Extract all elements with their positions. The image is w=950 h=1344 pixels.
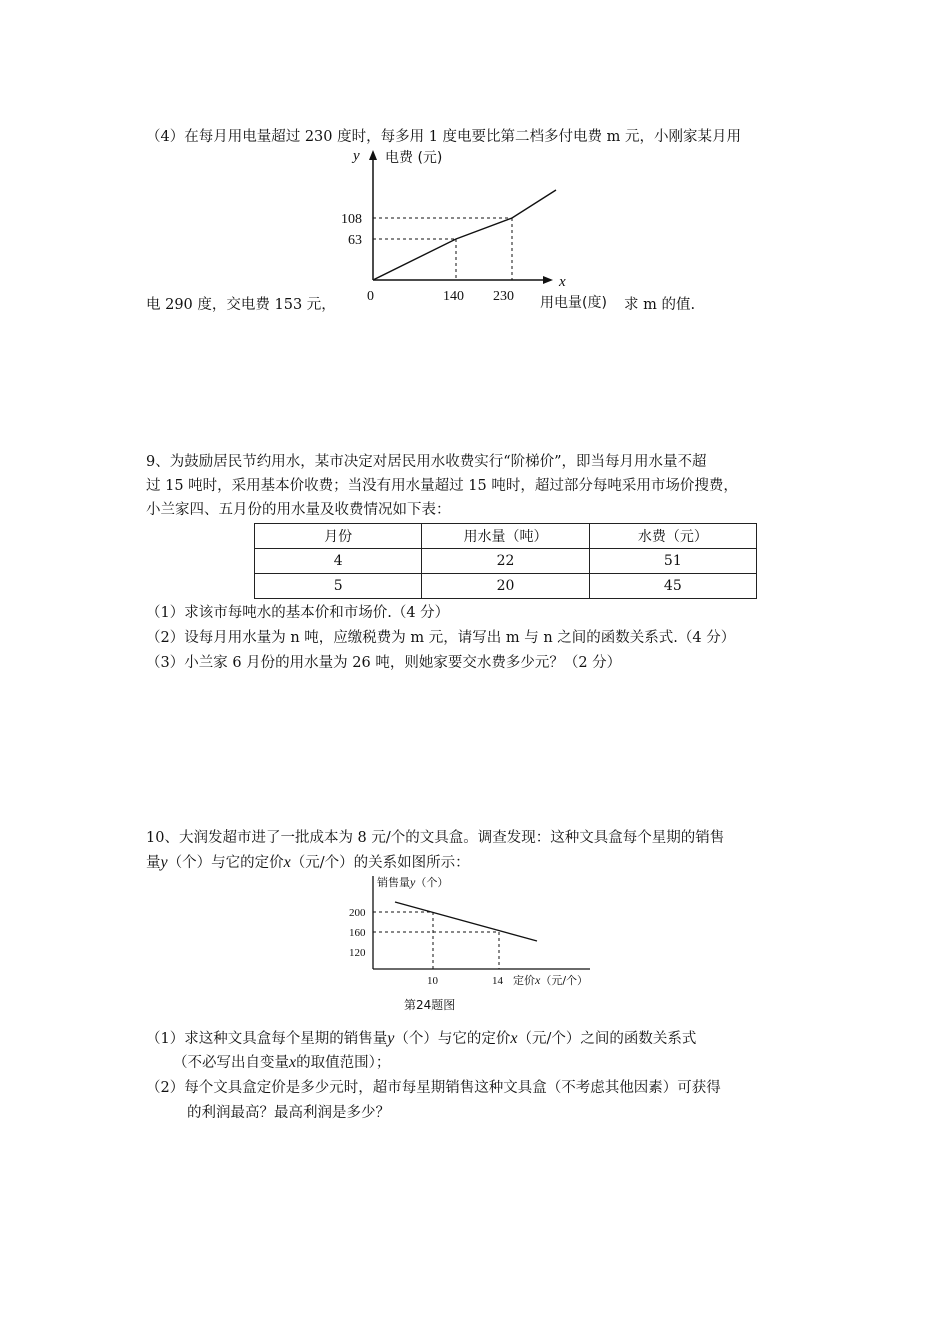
- q8-part4-line2-left: 电 290 度，交电费 153 元，: [146, 297, 336, 313]
- cell-month: 4: [255, 549, 422, 574]
- x-tick-140: 140: [443, 289, 464, 304]
- q9-part1: （1）求该市每吨水的基本价和市场价.（4 分）: [146, 605, 450, 621]
- sales-volume-chart: [340, 872, 610, 1017]
- q8-part4-line1: （4）在每月用电量超过 230 度时，每多用 1 度电要比第二档多付电费 m 元，小刚家某月用: [146, 129, 742, 145]
- var-x: x: [510, 1030, 518, 1047]
- q10-line2-b: （个）与它的定价: [167, 855, 284, 871]
- q10-part1-line2: [173, 1053, 390, 1073]
- var-x: x: [283, 854, 291, 871]
- table-header-row: [255, 524, 757, 549]
- cell-usage: 22: [422, 549, 589, 574]
- cell-fee: 45: [589, 574, 756, 599]
- y-tick-160: 160: [349, 927, 366, 939]
- q8-part4-line2-right: 求 m 的值.: [624, 297, 696, 313]
- q10-line2-c: （元/个）的关系如图所示：: [290, 855, 470, 871]
- y-tick-200: 200: [349, 907, 366, 919]
- q9-line3: 小兰家四、五月份的用水量及收费情况如下表：: [146, 502, 451, 518]
- fee-line: [373, 190, 556, 280]
- y-axis-title: 销售量y（个）: [377, 875, 449, 889]
- q10-part1-line2-a: （不必写出自变量: [173, 1055, 289, 1071]
- x-tick-230: 230: [493, 289, 514, 304]
- q9-part2: （2）设每月用水量为 n 吨，应缴税费为 m 元，请写出 m 与 n 之间的函数关系式.（4 分）: [146, 630, 736, 646]
- q10-part1-line1: [146, 1029, 696, 1049]
- q10-line2-a: 量: [146, 855, 161, 871]
- q9-line1: 9、为鼓励居民节约用水，某市决定对居民用水收费实行“阶梯价”，即当每月用水量不超: [146, 454, 707, 470]
- q10-line1: 10、大润发超市进了一批成本为 8 元/个的文具盒。调查发现：这种文具盒每个星期的销售: [146, 830, 725, 846]
- electricity-fee-chart: [335, 145, 635, 315]
- y-axis-title: 电费 (元): [385, 150, 443, 166]
- q9-part3: （3）小兰家 6 月份的用水量为 26 吨，则她家要交水费多少元？（2 分）: [146, 655, 622, 671]
- y-tick-120: 120: [349, 947, 366, 959]
- x-axis-title: 用电量(度): [540, 295, 607, 311]
- q9-line2: 过 15 吨时，采用基本价收费；当没有用水量超过 15 吨时，超过部分每吨采用市场价搜费，: [146, 478, 738, 494]
- header-month: 月份: [255, 524, 422, 549]
- x-tick-10: 10: [427, 975, 438, 987]
- chart-caption: 第24题图: [404, 998, 456, 1012]
- q10-part1-line2-b: 的取值范围）；: [296, 1055, 391, 1071]
- x-axis-arrow: [543, 276, 553, 284]
- origin-label: 0: [367, 289, 374, 304]
- var-x: x: [289, 1054, 297, 1071]
- q10-part2-line1: （2）每个文具盒定价是多少元时，超市每星期销售这种文具盒（不考虑其他因素）可获得: [146, 1080, 721, 1096]
- q10-part1-b: （个）与它的定价: [394, 1031, 511, 1047]
- y-axis-letter: y: [353, 148, 360, 164]
- sales-line: [395, 902, 537, 941]
- q10-part1-a: （1）求这种文具盒每个星期的销售量: [146, 1031, 388, 1047]
- q10-part1-c: （元/个）之间的函数关系式: [517, 1031, 697, 1047]
- var-y: y: [160, 854, 168, 871]
- x-axis-letter: x: [559, 274, 566, 290]
- x-axis-title: 定价x（元/个）: [513, 973, 589, 987]
- var-y: y: [387, 1030, 395, 1047]
- y-tick-108: 108: [341, 212, 362, 227]
- header-fee: 水费（元）: [589, 524, 756, 549]
- cell-usage: 20: [422, 574, 589, 599]
- water-fee-table: [254, 523, 757, 599]
- header-usage: 用水量（吨）: [422, 524, 589, 549]
- table-row: [255, 574, 757, 599]
- y-axis-arrow: [369, 150, 377, 160]
- x-tick-14: 14: [492, 975, 503, 987]
- y-tick-63: 63: [348, 233, 362, 248]
- table-row: [255, 549, 757, 574]
- q10-line2: [146, 853, 470, 873]
- cell-month: 5: [255, 574, 422, 599]
- q10-part2-line2: 的利润最高？最高利润是多少？: [187, 1105, 390, 1121]
- cell-fee: 51: [589, 549, 756, 574]
